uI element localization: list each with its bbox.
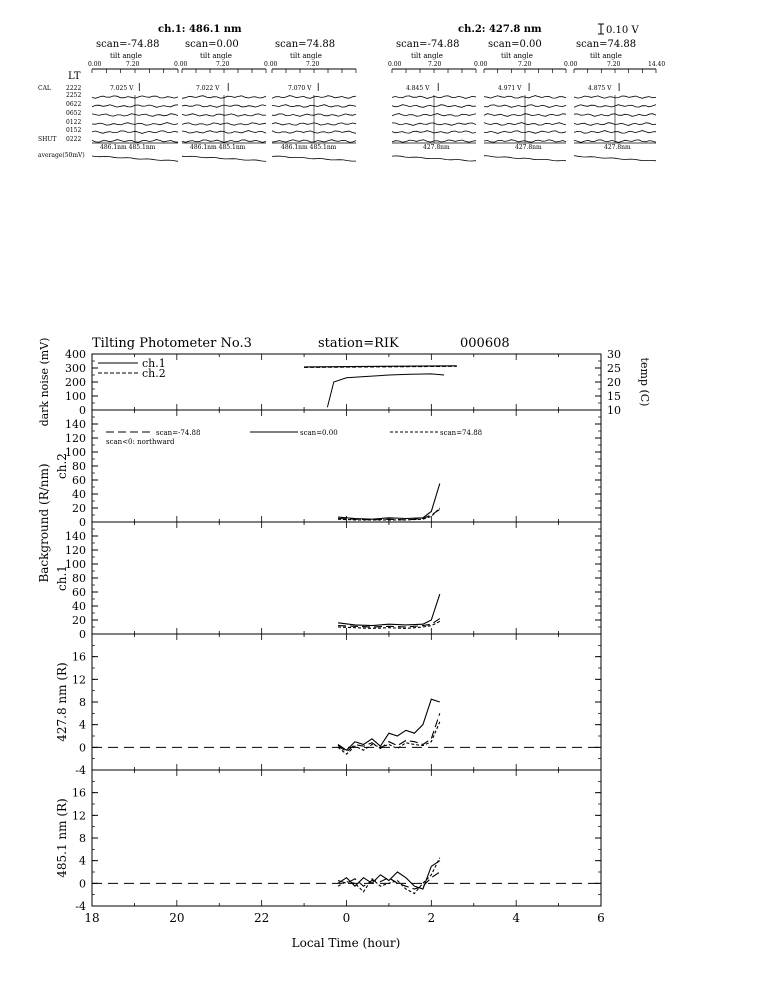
tilt-label-6: tilt angle	[590, 52, 622, 60]
series-line	[338, 861, 440, 889]
panel-frame	[92, 354, 601, 410]
lt-label: LT	[68, 71, 81, 82]
y-tick-label: 60	[72, 586, 86, 599]
ch1-footer-2: 486.1nm 485.1nm	[190, 144, 246, 151]
series-line	[338, 722, 440, 754]
y-tick-label: 12	[72, 673, 86, 687]
panel-frame	[92, 410, 601, 522]
y-tick-label: 20	[72, 502, 86, 515]
ch1-scan-label-1: scan=-74.88	[96, 39, 160, 50]
tilt-label-3: tilt angle	[290, 52, 322, 60]
ch1-voltage-1: 7.025 V	[110, 85, 134, 92]
tilt-tick-1b: 7.20	[126, 61, 140, 68]
scale-label: 0.10 V	[606, 25, 639, 36]
y-tick-label: 80	[72, 460, 86, 473]
legend-label: scan=74.88	[440, 429, 483, 437]
series-line	[338, 858, 440, 894]
chart-panel	[55, 634, 601, 777]
average-trace	[92, 156, 178, 161]
ch2-footer-3: 427.8nm	[604, 144, 631, 151]
annotation-text: scan<0: northward	[106, 438, 175, 446]
y-tick-label: 0	[79, 516, 86, 529]
y2-tick-label: 20	[607, 376, 621, 389]
row-label-cal: CAL	[38, 85, 51, 92]
series-line	[338, 699, 440, 750]
tilt-label-2: tilt angle	[200, 52, 232, 60]
y-tick-label: 100	[65, 446, 86, 459]
row-labels	[38, 85, 85, 159]
x-tick-label: 18	[84, 911, 100, 925]
y-tick-label: 40	[72, 488, 86, 501]
chart-panel	[55, 522, 601, 641]
chart-title: Tilting Photometer No.3	[92, 336, 252, 351]
date-label: 000608	[460, 336, 510, 351]
y-tick-label: 0	[79, 628, 86, 641]
series-line	[338, 484, 440, 520]
legend-label: scan=0.00	[300, 429, 338, 437]
row-label-0622: 0622	[66, 101, 82, 108]
x-tick-label: 6	[597, 911, 605, 925]
top-raw-scans	[38, 24, 665, 161]
raw-scan-panels	[92, 69, 656, 161]
y-tick-label: 100	[65, 558, 86, 571]
y2-tick-label: 10	[607, 404, 621, 417]
legend-label: ch.2	[142, 367, 166, 380]
y-tick-label: 0	[79, 877, 86, 891]
y-axis-label: ch.1	[55, 565, 69, 591]
temp-series-line	[327, 374, 444, 407]
ch2-scan-label-2: scan=0.00	[488, 39, 542, 50]
ch1-title: ch.1: 486.1 nm	[158, 24, 242, 35]
ch1-voltage-2: 7.022 V	[196, 85, 220, 92]
tilt-tick-6c: 14.40	[648, 61, 666, 68]
tilt-label-4: tilt angle	[411, 52, 443, 60]
y-tick-label: 100	[65, 390, 86, 403]
ch1-scan-label-2: scan=0.00	[185, 39, 239, 50]
x-tick-label: 4	[512, 911, 520, 925]
background-axis-label: Background (R/nm)	[37, 463, 51, 583]
chart-panel	[55, 410, 601, 529]
average-trace	[574, 156, 656, 161]
tilt-tick-1c: 0.00	[174, 61, 188, 68]
y-tick-label: 12	[72, 809, 86, 823]
y-tick-label: 20	[72, 614, 86, 627]
y-tick-label: 16	[72, 650, 86, 664]
y-tick-label: 60	[72, 474, 86, 487]
station-label: station=RIK	[318, 336, 399, 351]
y-tick-label: 16	[72, 786, 86, 800]
y-tick-label: 200	[65, 376, 86, 389]
ch2-scan-label-1: scan=-74.88	[396, 39, 460, 50]
scale-bar	[598, 24, 639, 36]
y-tick-label: 140	[65, 530, 86, 543]
row-label-0122: 0122	[66, 119, 82, 126]
y-tick-label: 8	[79, 696, 86, 709]
average-trace	[272, 156, 356, 161]
y-axis-label: 427.8 nm (R)	[55, 662, 69, 742]
y-tick-label: 4	[79, 854, 86, 868]
average-trace	[484, 156, 566, 161]
y-axis-label: ch.2	[55, 453, 69, 479]
row-label-2252: 2252	[66, 92, 82, 99]
y-tick-label: 8	[79, 832, 86, 845]
tilt-label-1: tilt angle	[110, 52, 142, 60]
y-axis-label: 485.1 nm (R)	[55, 798, 69, 878]
row-label-0222: 0222	[66, 136, 82, 143]
y2-tick-label: 30	[607, 348, 621, 361]
y-tick-label: 4	[79, 718, 86, 732]
y-tick-label: 80	[72, 572, 86, 585]
ch1-voltage-3: 7.070 V	[288, 85, 312, 92]
tilt-tick-2c: 0.00	[264, 61, 278, 68]
chart-panel	[55, 770, 605, 925]
legend-label: scan=-74.88	[156, 429, 201, 437]
y-tick-label: 400	[65, 348, 86, 361]
ch2-voltage-3: 4.875 V	[588, 85, 612, 92]
chart-panels	[38, 338, 651, 925]
y-axis-label: dark noise (mV)	[38, 337, 51, 427]
tilt-tick-labels	[88, 61, 665, 68]
tilt-tick-6b: 7.20	[607, 61, 621, 68]
y-tick-label: -4	[75, 900, 86, 913]
tilt-tick-4c: 0.00	[474, 61, 488, 68]
y-tick-label: 140	[65, 418, 86, 431]
y-tick-label: 0	[79, 741, 86, 755]
x-tick-label: 22	[254, 911, 270, 925]
panel-frame	[92, 770, 601, 906]
row-label-average: average(50mV)	[38, 152, 85, 159]
ch2-voltage-1: 4.845 V	[406, 85, 430, 92]
tilt-tick-1a: 0.00	[88, 61, 102, 68]
tilt-tick-5c: 0.00	[564, 61, 578, 68]
y-tick-label: 40	[72, 600, 86, 613]
legend-label: ch.1	[142, 357, 166, 370]
y2-axis-label: temp (C)	[638, 357, 651, 407]
bottom-charts	[37, 336, 651, 950]
x-tick-label: 20	[169, 911, 185, 925]
ch2-voltage-2: 4.971 V	[498, 85, 522, 92]
row-label-0152: 0152	[66, 127, 82, 134]
row-label-2222: 2222	[66, 85, 82, 92]
y2-tick-label: 25	[607, 362, 621, 375]
ch2-scan-label-3: scan=74.88	[576, 39, 637, 50]
x-tick-label: 2	[427, 911, 436, 925]
x-axis-label: Local Time (hour)	[291, 936, 401, 950]
ch2-footer-1: 427.8nm	[423, 144, 450, 151]
row-label-shut: SHUT	[38, 136, 57, 143]
average-trace	[182, 156, 266, 161]
tilt-label-5: tilt angle	[501, 52, 533, 60]
y2-tick-label: 15	[607, 390, 621, 403]
tilt-tick-2b: 7.20	[216, 61, 230, 68]
y-tick-label: 120	[65, 432, 86, 445]
series-line	[338, 594, 440, 626]
x-tick-label: 0	[342, 911, 351, 925]
ch1-footer-1: 486.1nm 485.1nm	[100, 144, 156, 151]
y-tick-label: -4	[75, 764, 86, 777]
average-trace	[392, 156, 476, 161]
tilt-tick-4a: 0.00	[388, 61, 402, 68]
ch1-scan-label-3: scan=74.88	[275, 39, 336, 50]
row-label-0652: 0652	[66, 110, 82, 117]
ch1-footer-3: 486.1nm 485.1nm	[281, 144, 337, 151]
tilt-tick-3b: 7.20	[306, 61, 320, 68]
ch2-title: ch.2: 427.8 nm	[458, 24, 542, 35]
tilt-tick-5b: 7.20	[518, 61, 532, 68]
tilt-tick-4b: 7.20	[428, 61, 442, 68]
y-tick-label: 120	[65, 544, 86, 557]
panel-frame	[92, 522, 601, 634]
y-tick-label: 0	[79, 404, 86, 417]
y-tick-label: 300	[65, 362, 86, 375]
ch2-footer-2: 427.8nm	[515, 144, 542, 151]
